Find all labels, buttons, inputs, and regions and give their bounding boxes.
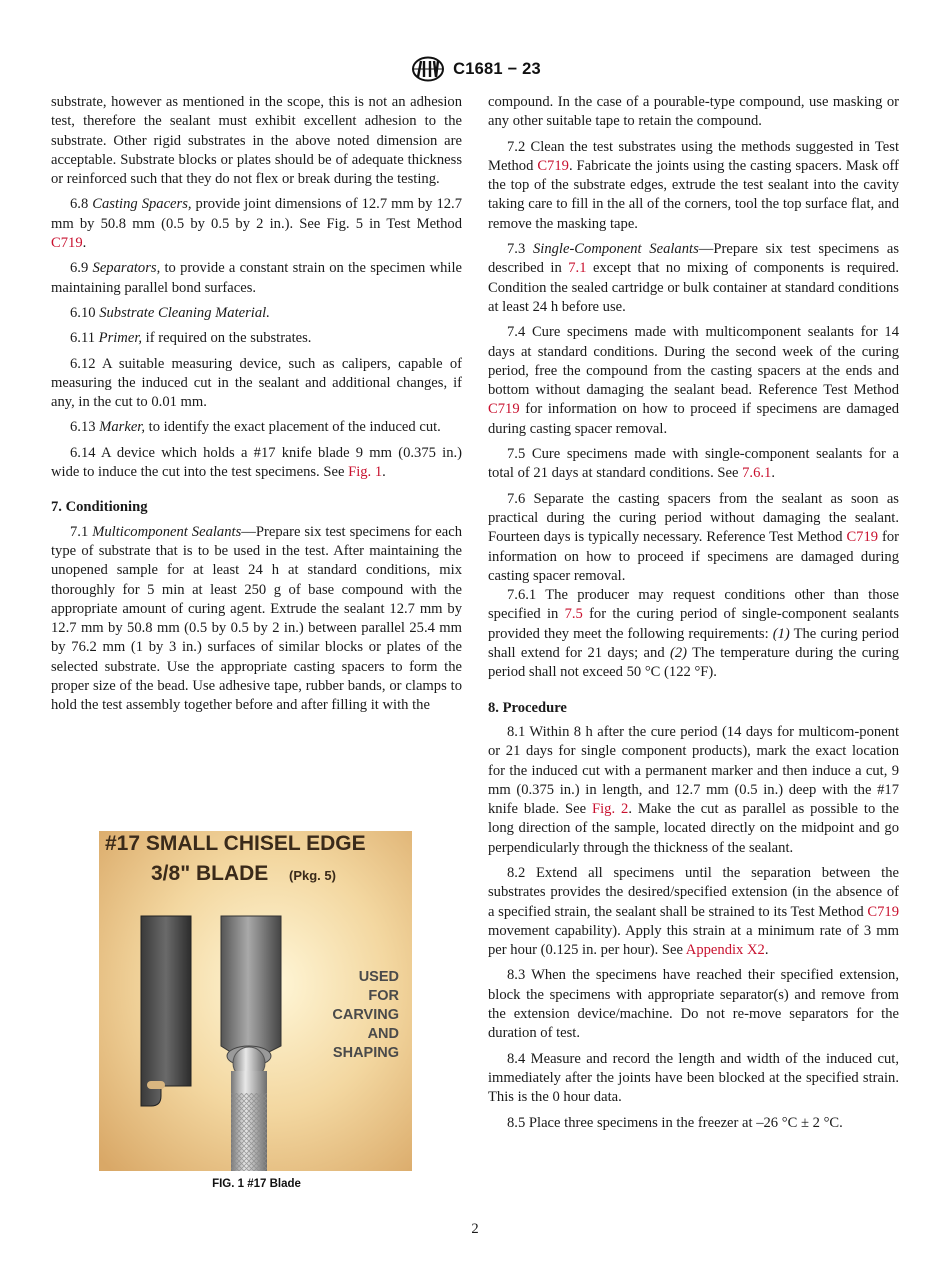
section-7-2: 7.2 Clean the test substrates using the methods suggested in Test Method C719. Fabricate the joints using the casting spacers. Mask off the top of the substrate edges, extrude the test sealant into the cavity taking care to fill in the all of the corners, tool the top surface flat, and remove the masking tape. [488, 138, 899, 232]
section-7-5: 7.5 Cure specimens made with single-component sealants for a total of 21 days at standard conditions. See 7.6.1. [488, 446, 899, 482]
section-6-13: 6.13 Marker, to identify the exact placement of the induced cut. [70, 419, 441, 436]
figure-title-line2: 3/8" BLADE [151, 862, 269, 885]
section-6-11: 6.11 Primer, if required on the substrates. [70, 330, 312, 347]
section-heading-conditioning: 7. Conditioning [51, 499, 148, 516]
link-c719[interactable]: C719 [867, 903, 899, 920]
spare-blade [141, 916, 191, 1106]
figure-caption: FIG. 1 #17 Blade [212, 1178, 301, 1190]
link-c719[interactable]: C719 [537, 157, 569, 174]
link-c719[interactable]: C719 [488, 401, 520, 418]
section-7-1: 7.1 Multicomponent Sealants—Prepare six test specimens for each type of substrate that is to be used in the test. After maintaining the unopened sample for at least 24 h at standard conditions, mix thoroughly for 5 min at least 250 g of base compound with the appropriate amount of curing agent. Extrude the sealant 12.7 mm by 12.7 mm by 50.8 mm (0.5 by 0.5 by 2 in.) between parallel 25.4 mm by 76.2 mm (1 by 3 in.) surfaces of similar blocks or plates of the selected substrate. Use the appropriate casting spacers to form the proper size of the bead. Use adhesive tape, rubber bands, or clamps to hold the test assembly together before and after filling it with the [51, 523, 462, 714]
right-column [488, 93, 899, 1139]
link-c719[interactable]: C719 [51, 235, 83, 252]
link-7-1[interactable]: 7.1 [568, 260, 587, 277]
page-header [0, 56, 950, 82]
paragraph: compound. In the case of a pourable-type compound, use masking or any other suitable tape to retain the compound. [488, 94, 899, 130]
figure-1-photo [99, 831, 412, 1171]
link-fig-1[interactable]: Fig. 1 [348, 464, 383, 481]
section-6-10: 6.10 Substrate Cleaning Material. [70, 304, 270, 321]
figure-title-pkg: (Pkg. 5) [289, 868, 336, 883]
link-c719[interactable]: C719 [846, 529, 879, 546]
section-8-3: 8.3 When the specimens have reached their specified extension, block the specimens with appropriate separator(s) and remove from the extension device/machine. Do not re-move separators for the duration of test. [488, 967, 899, 1042]
blade-slot [147, 1081, 165, 1089]
section-7-4: 7.4 Cure specimens made with multicomponent sealants for 14 days at standard conditions. During the second week of the curing period, free the compound from the casting spacers at the ends and bottom without damaging the sealant bead. Reference Test Method C719 for information on how to proceed if specimens are damaged during casting spacer removal. [488, 324, 899, 437]
used-text: USED [358, 969, 399, 985]
section-6-12: 6.12 A suitable measuring device, such as calipers, capable of measuring the induced cut in the sealant and additional changes, if any, in the cut to 0.01 mm. [51, 355, 463, 411]
paragraph: substrate, however as mentioned in the scope, this is not an adhesion test, therefore the sealant must exhibit excellent adhesion to the substrate. Other rigid substrates in the above noted dimension are acceptable. Substrate blocks or plates should be of adequate thickness or reinforced such that they do not flex or break during the testing. [51, 94, 462, 188]
link-7-5[interactable]: 7.5 [564, 606, 583, 623]
carving-text: CARVING [332, 1007, 399, 1023]
link-7-6-1[interactable]: 7.6.1 [742, 465, 772, 482]
page-number: 2 [471, 1221, 479, 1237]
section-8-4: 8.4 Measure and record the length and width of the induced cut, immediately after the joints have been blocked at the specified strain. This is the 0 hour data. [488, 1050, 899, 1106]
section-8-2: 8.2 Extend all specimens until the separation between the substrates provides the desired/specified extension (in the absence of a specified strain, the sealant shall be strained to its Test Method C719 movement capability). Apply this strain at a minimum rate of 3 mm per hour (0.125 in. per hour). See Appendix X2. [488, 864, 899, 959]
section-7-6: 7.6 Separate the casting spacers from the sealant as soon as practical during the curing period without damaging the sealant. Fourteen days is typically necessary. Reference Test Method C719 for information on how to proceed if specimens are damaged during casting spacer removal. [488, 490, 899, 584]
shaping-text: SHAPING [332, 1045, 399, 1061]
section-7-6-1: 7.6.1 The producer may request conditions other than those specified in 7.5 for the curing period of single-component sealants provided they meet the following requirements: (1) The curing period shall extend for 21 days; and (2) The temperature during the curing period shall not exceed 50 °C (122 °F). [488, 587, 900, 681]
and-text: AND [367, 1026, 399, 1042]
link-appendix-x2[interactable]: Appendix X2 [685, 942, 765, 959]
section-8-5: 8.5 Place three specimens in the freezer at –26 °C ± 2 °C. [507, 1114, 843, 1131]
section-6-8: 6.8 Casting Spacers, provide joint dimensions of 12.7 mm by 12.7 mm by 50.8 mm (0.5 by 0.5 by 2 in.). See Fig. 5 in Test Method C719. [51, 196, 462, 252]
section-heading-procedure: 8. Procedure [488, 699, 567, 716]
astm-logo-icon [409, 56, 447, 82]
link-fig-2[interactable]: Fig. 2 [592, 801, 629, 818]
section-8-1: 8.1 Within 8 h after the cure period (14 days for multicom-ponent or 21 days for single component products), mark the exact location for the induced cut with a permanent marker and then induce a cut, 9 mm (0.375 in.) in length, and 12.7 mm (0.5 in.) deep with the #17 knife blade. See Fig. 2. Make the cut as parallel as possible to the long direction of the sample, located directly on the midpoint and go perpendicularly through the thickness of the sealant. [488, 723, 899, 856]
for-text: FOR [368, 988, 399, 1004]
figure-title-line1: #17 SMALL CHISEL EDGE [105, 832, 366, 855]
mounted-blade [221, 916, 281, 1056]
section-6-9: 6.9 Separators, to provide a constant strain on the specimen while maintaining parallel bond surfaces. [51, 260, 462, 296]
document-id: C1681 − 23 [453, 59, 541, 78]
section-7-3: 7.3 Single-Component Sealants—Prepare six test specimens as described in 7.1 except that no mixing of components is required. Condition the sealed cartridge or bulk container at standard conditions at least 24 h before use. [488, 241, 900, 315]
section-6-14: 6.14 A device which holds a #17 knife blade 9 mm (0.375 in.) wide to induce the cut into the test specimens. See Fig. 1. [51, 444, 463, 481]
left-column [51, 93, 462, 722]
